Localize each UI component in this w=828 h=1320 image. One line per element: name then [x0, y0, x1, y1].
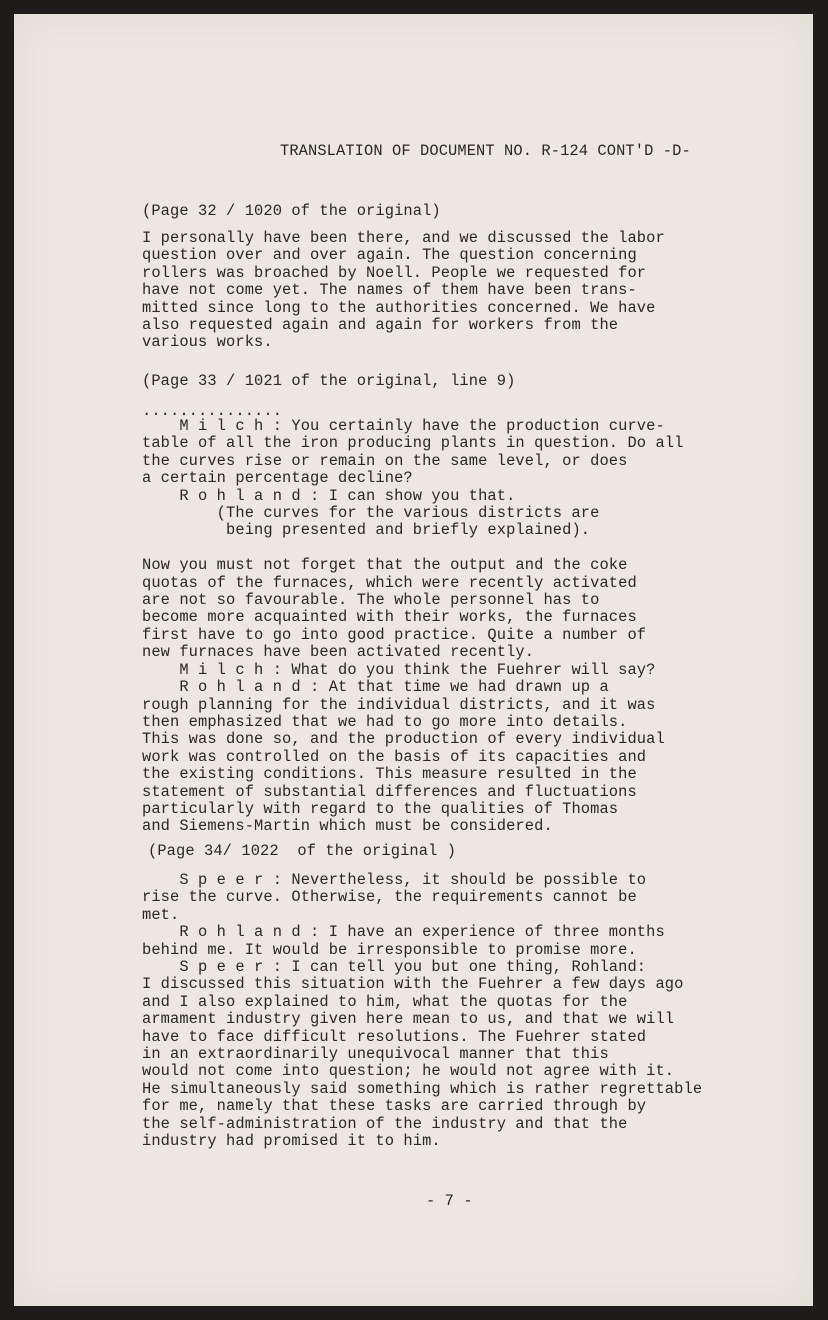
dialogue-speer-rohland	[142, 872, 702, 1151]
text-line: R o h l a n d : I can show you that.	[142, 486, 516, 505]
document-header: TRANSLATION OF DOCUMENT NO. R-124 CONT'D -D-	[280, 142, 691, 160]
text-line: Now you must not forget that the output and the coke	[142, 556, 628, 575]
text-line: and Siemens-Martin which must be considered.	[142, 817, 553, 836]
text-line: met.	[142, 905, 180, 924]
blank-line	[142, 540, 683, 557]
text-line: industry had promised it to him.	[142, 1132, 441, 1151]
text-line: first have to go into good practice. Quite a number of	[142, 625, 647, 644]
paragraph-labor-question	[142, 230, 665, 352]
page-reference-32: (Page 32 / 1020 of the original)	[142, 202, 441, 220]
text-line: He simultaneously said something which is rather regrettable	[142, 1079, 703, 1098]
text-line: are not so favourable. The whole personnel has to	[142, 591, 600, 610]
text-line: become more acquainted with their works, the furnaces	[142, 608, 637, 627]
text-line: have not come yet. The names of them have been trans-	[142, 281, 637, 300]
text-line: R o h l a n d : At that time we had drawn up a	[142, 678, 609, 697]
text-line: various works.	[142, 333, 273, 352]
text-line: the existing conditions. This measure resulted in the	[142, 765, 637, 784]
text-line: I discussed this situation with the Fuehrer a few days ago	[142, 975, 684, 994]
text-line: R o h l a n d : I have an experience of three months	[142, 923, 665, 942]
text-line: S p e e r : Nevertheless, it should be possible to	[142, 871, 647, 889]
text-line: table of all the iron producing plants in question. Do all	[142, 434, 684, 453]
text-line: new furnaces have been activated recently.	[142, 643, 535, 662]
text-line: also requested again and again for workers from the	[142, 316, 619, 335]
text-line: quotas of the furnaces, which were recently activated	[142, 573, 637, 592]
text-line: I personally have been there, and we discussed the labor	[142, 229, 665, 247]
text-line: the self-administration of the industry and that the	[142, 1114, 628, 1133]
text-line: This was done so, and the production of every individual	[142, 730, 665, 749]
page-number: - 7 -	[426, 1192, 473, 1210]
text-line: work was controlled on the basis of its capacities and	[142, 747, 647, 766]
text-line: (The curves for the various districts are	[142, 504, 600, 523]
text-line: rise the curve. Otherwise, the requirements cannot be	[142, 888, 637, 907]
text-line: S p e e r : I can tell you but one thing, Rohland:	[142, 958, 647, 977]
text-line: in an extraordinarily unequivocal manner that this	[142, 1045, 609, 1064]
text-line: for me, namely that these tasks are carried through by	[142, 1097, 647, 1116]
text-line: M i l c h : You certainly have the production curve-	[142, 417, 665, 435]
page-reference-34: (Page 34/ 1022 of the original )	[148, 842, 457, 860]
text-line: would not come into question; he would not agree with it.	[142, 1062, 675, 1081]
text-line: behind me. It would be irresponsible to promise more.	[142, 940, 637, 959]
text-line: statement of substantial differences and fluctuations	[142, 782, 637, 801]
text-line: the curves rise or remain on the same level, or does	[142, 451, 628, 470]
text-line: rollers was broached by Noell. People we requested for	[142, 263, 647, 282]
text-line: armament industry given here mean to us, and that we will	[142, 1010, 675, 1029]
text-line: rough planning for the individual districts, and it was	[142, 695, 656, 714]
text-line: being presented and briefly explained).	[142, 521, 591, 540]
text-line: question over and over again. The question concerning	[142, 246, 637, 265]
text-line: have to face difficult resolutions. The Fuehrer stated	[142, 1027, 647, 1046]
text-line: mitted since long to the authorities concerned. We have	[142, 298, 656, 317]
text-line: and I also explained to him, what the quotas for the	[142, 992, 628, 1011]
page-reference-33: (Page 33 / 1021 of the original, line 9)	[142, 372, 516, 390]
text-line: M i l c h : What do you think the Fuehrer will say?	[142, 660, 656, 679]
dialogue-milch-rohland	[142, 418, 683, 836]
document-page	[14, 14, 813, 1306]
ellipsis-dots: ...............	[142, 402, 283, 420]
text-line: particularly with regard to the qualities of Thomas	[142, 799, 619, 818]
text-line: a certain percentage decline?	[142, 469, 413, 488]
text-line: then emphasized that we had to go more into details.	[142, 712, 628, 731]
